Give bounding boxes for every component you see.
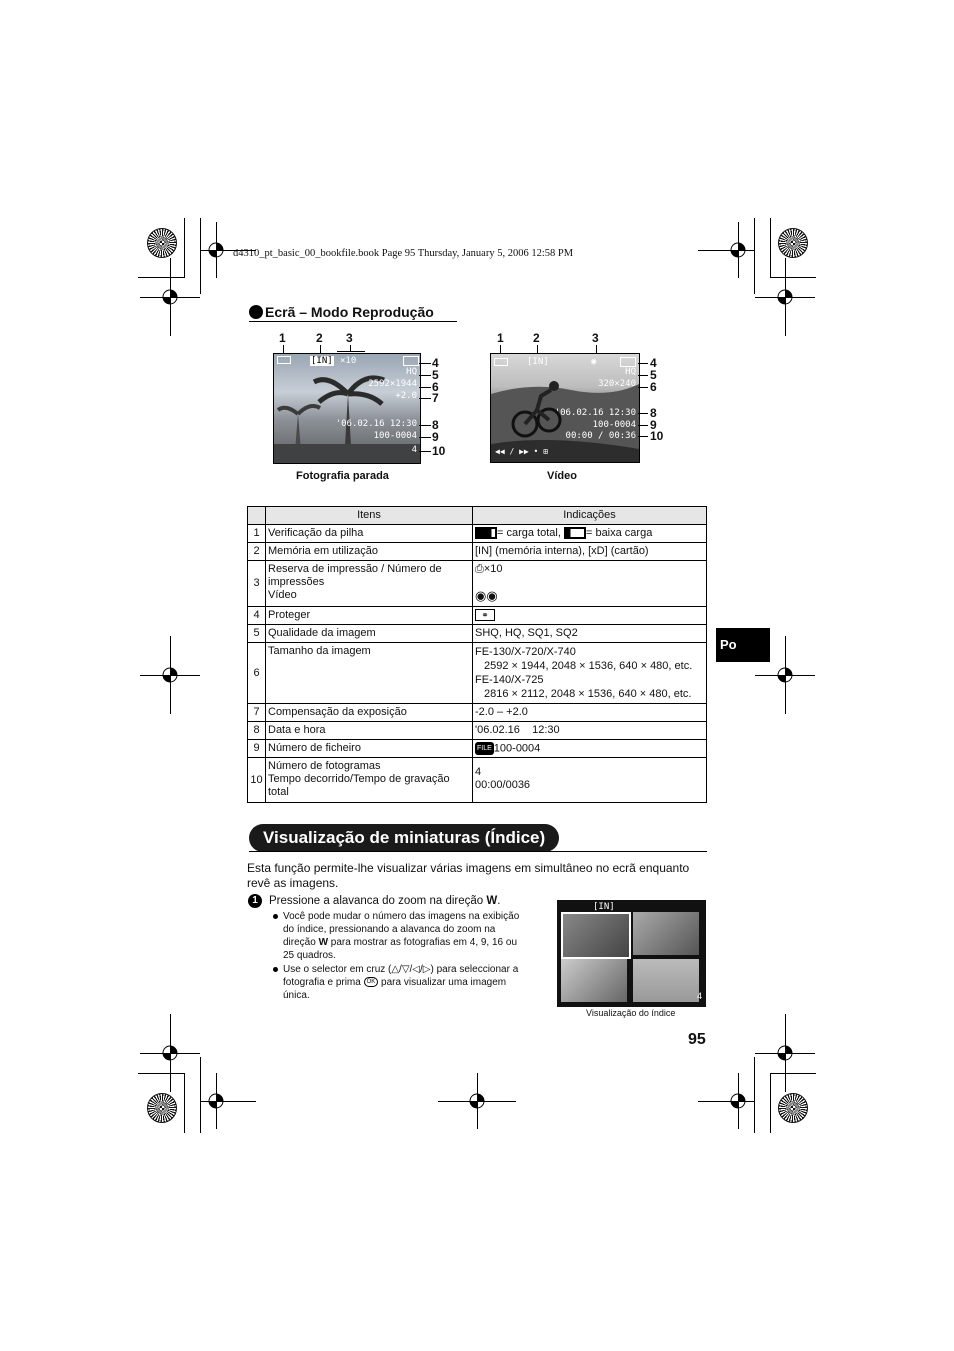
thumbnail-3 [561,959,627,1002]
row-indication [473,607,707,625]
section-title-playback: Ecrã – Modo Reprodução [265,304,434,320]
exposure-osd: +2.0 [395,391,417,401]
time-osd: 00:00 / 00:36 [565,431,636,441]
size-osd: 320×240 [598,379,636,389]
callout-9: 9 [432,430,439,444]
thumb-memory-label: [IN] [593,902,615,912]
row-item: Memória em utilização [266,543,473,561]
callout-10: 10 [432,444,446,458]
memory-osd: [IN] [527,357,549,367]
quality-osd: HQ [406,367,417,377]
indicators-table [247,506,707,803]
callout-5: 5 [432,368,439,382]
callout-4: 4 [650,356,657,370]
row-item: Reserva de impressão / Número de impressões Vídeo [266,561,473,607]
video-caption: Vídeo [547,470,577,482]
table-row [248,625,707,643]
ok-button-icon: OK [364,977,379,987]
callout-4: 4 [432,356,439,370]
video-preview [490,353,640,463]
protect-osd-icon [620,357,636,367]
movie-osd-icon: ◉ [591,357,597,367]
bullet-2-text: Use o selector em cruz (△/▽/◁/▷) para seleccionar a fotografia e prima OK para visualizar uma imagem única. [283,964,519,1001]
table-row [248,543,707,561]
callout-8: 8 [432,418,439,432]
callout-8: 8 [650,406,657,420]
playback-controls-osd: ◀◀ / ▶▶ • ⊞ [495,447,548,456]
battery-icon [494,358,508,366]
row-number: 1 [248,525,266,543]
callout-1: 1 [497,331,504,345]
row-number: 4 [248,607,266,625]
datetime-osd: '06.02.16 12:30 [554,408,636,418]
row-indication: SHQ, HQ, SQ1, SQ2 [473,625,707,643]
thumbnail-2 [633,912,699,955]
bullet-icon [273,914,278,919]
row-number: 5 [248,625,266,643]
row-indication: -2.0 – +2.0 [473,704,707,722]
callout-1: 1 [279,331,286,345]
battery-low-icon [564,527,586,539]
battery-icon [277,356,291,364]
row-indication: = carga total, = baixa carga [473,525,707,543]
row-indication: [IN] (memória interna), [xD] (cartão) [473,543,707,561]
callout-3: 3 [346,331,353,345]
bullet-icon [273,967,278,972]
row-indication: FE-130/X-720/X-740 2592 × 1944, 2048 × 1536, 640 × 480, etc. FE-140/X-725 2816 × 2112, 2048 × 1536, 640 × 480, etc. [473,643,707,704]
row-number: 9 [248,740,266,758]
row-number: 6 [248,643,266,704]
callout-3: 3 [592,331,599,345]
row-number: 3 [248,561,266,607]
row-indication: '06.02.16 12:30 [473,722,707,740]
intro-paragraph: Esta função permite-lhe visualizar várias imagens em simultâneo no ecrã enquanto revê as imagens. [247,861,690,890]
quality-osd: HQ [625,367,636,377]
row-number: 8 [248,722,266,740]
index-view-caption: Visualização do índice [586,1008,676,1018]
row-item: Qualidade da imagem [266,625,473,643]
table-row [248,740,707,758]
row-indication: 4 00:00/0036 [473,758,707,803]
row-indication: ⎙×10 ◉◉ [473,561,707,607]
battery-full-icon [475,527,497,539]
row-item: Proteger [266,607,473,625]
callout-2: 2 [533,331,540,345]
thumbnail-4 [633,959,699,1002]
thumbnail-1 [561,912,631,959]
row-item: Número de ficheiro [266,740,473,758]
print-icon: ⎙ [475,563,484,575]
row-number: 7 [248,704,266,722]
file-header-line: d4310_pt_basic_00_bookfile.book Page 95 Thursday, January 5, 2006 12:58 PM [233,248,574,259]
row-item: Número de fotogramas Tempo decorrido/Tempo de gravação total [266,758,473,803]
callout-6: 6 [650,380,657,394]
table-row [248,758,707,803]
row-item: Data e hora [266,722,473,740]
callout-7: 7 [432,391,439,405]
file-osd: 100-0004 [373,431,417,441]
table-row [248,643,707,704]
thumb-frame-count: 4 [696,991,702,1001]
bullet-1-text: Você pode mudar o número das imagens na exibição do índice, pressionando a alavanca do zoom na direção W para mostrar as fotografias em 4, 9, 16 ou 25 quadros. [283,911,520,961]
language-tab: Po [716,628,770,662]
frames-osd: 4 [411,445,417,455]
callout-6: 6 [432,380,439,394]
row-indication: FILE 100-0004 [473,740,707,758]
section-title-index: Visualização de miniaturas (Índice) [249,824,559,852]
movie-icon: ◉◉ [475,588,498,603]
callout-9: 9 [650,418,657,432]
row-item: Compensação da exposição [266,704,473,722]
page-number: 95 [688,1031,706,1048]
title-underline [249,321,457,322]
still-photo-preview [273,353,421,464]
row-item: Verificação da pilha [266,525,473,543]
callout-10: 10 [650,429,664,443]
table-header-row [248,507,707,525]
size-osd: 2592×1944 [368,379,417,389]
row-item: Tamanho da imagem [266,643,473,704]
step-number-badge: 1 [248,894,262,908]
title-underline [249,851,707,852]
table-row [248,561,707,607]
row-number: 10 [248,758,266,803]
callout-5: 5 [650,368,657,382]
print-osd: ×10 [340,356,357,366]
table-row [248,607,707,625]
still-photo-caption: Fotografia parada [296,470,389,482]
header-itens: Itens [266,507,473,525]
step-1-text: Pressione a alavanca do zoom na direção W. [269,895,501,907]
callout-2: 2 [316,331,323,345]
table-row [248,525,707,543]
protect-key-icon: ⚭ [475,609,495,621]
header-indicacoes: Indicações [473,507,707,525]
table-row [248,704,707,722]
protect-osd-icon [403,356,419,366]
bullet-dot-icon [249,305,263,319]
index-view-screenshot [557,900,706,1007]
table-row [248,722,707,740]
memory-osd: [IN] [311,356,333,366]
row-number: 2 [248,543,266,561]
file-icon: FILE [475,742,494,755]
file-osd: 100-0004 [592,420,636,430]
datetime-osd: '06.02.16 12:30 [335,419,417,429]
